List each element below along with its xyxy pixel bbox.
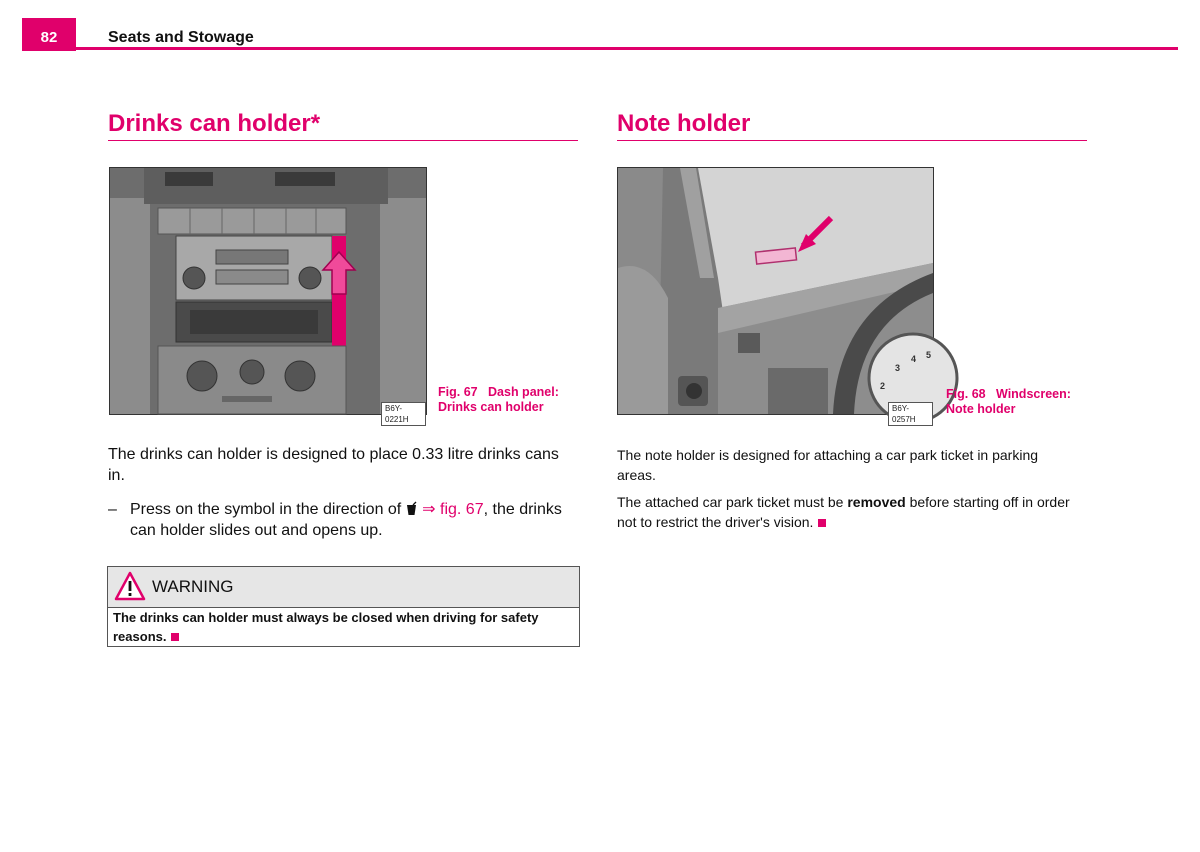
figure-code: B6Y-0257H	[888, 402, 933, 426]
warning-text	[113, 609, 568, 646]
figure-number: Fig. 67	[438, 385, 478, 399]
step-instruction	[130, 499, 580, 541]
section-heading-drinks-can-holder: Drinks can holder*	[108, 110, 321, 137]
figure-caption	[946, 387, 1071, 417]
figure-caption	[438, 385, 559, 415]
gauge-number: 3	[895, 363, 901, 373]
paragraph-text-after: before starting off in order not to restrict the driver's vision.	[617, 494, 1070, 530]
windscreen-illustration	[618, 168, 933, 414]
section-rule	[617, 140, 1087, 141]
figure-dash-panel	[109, 167, 427, 424]
dash-panel-illustration	[110, 168, 426, 414]
warning-label: WARNING	[152, 577, 234, 596]
end-marker	[818, 519, 826, 527]
step-text-before: Press on the symbol in the direction of	[130, 501, 402, 518]
note-holder-paragraph: The note holder is designed for attaching a car park ticket in parking areas.	[617, 447, 1039, 483]
section-heading-note-holder: Note holder	[617, 110, 751, 137]
figure-title-line1: Windscreen:	[996, 387, 1071, 401]
warning-box	[107, 566, 580, 647]
header-rule	[22, 47, 1178, 50]
figure-number: Fig. 68	[946, 387, 986, 401]
figure-title-line1: Dash panel:	[488, 385, 559, 399]
gauge-number: 5	[926, 350, 932, 360]
paragraph-text-before: The attached car park ticket must be	[617, 494, 844, 510]
drinks-holder-paragraph: The drinks can holder is designed to place 0.33 litre drinks cans in.	[108, 446, 559, 484]
figure-code: B6Y-0221H	[381, 402, 426, 426]
step-text-after: , the drinks can holder slides out and opens up.	[130, 501, 562, 539]
figure-title-line2: Drinks can holder	[438, 400, 544, 414]
arrow-symbol: ⇒	[422, 501, 436, 518]
chapter-title: Seats and Stowage	[108, 29, 254, 46]
note-holder-warning-paragraph	[617, 493, 1087, 532]
warning-triangle-icon	[114, 571, 146, 601]
figure-reference-link[interactable]: fig. 67	[440, 501, 484, 518]
paragraph-bold-word: removed	[847, 494, 906, 510]
end-marker	[171, 633, 179, 641]
gauge-number: 2	[880, 381, 886, 391]
step-dash: –	[108, 501, 117, 518]
page-number: 82	[40, 29, 58, 46]
section-rule	[108, 140, 578, 141]
gauge-number: 4	[911, 354, 917, 364]
cup-symbol-icon	[406, 501, 418, 515]
figure-windscreen	[617, 167, 934, 424]
figure-title-line2: Note holder	[946, 402, 1016, 416]
warning-text-content: The drinks can holder must always be closed when driving for safety reasons.	[113, 610, 539, 644]
warning-header	[108, 567, 579, 608]
